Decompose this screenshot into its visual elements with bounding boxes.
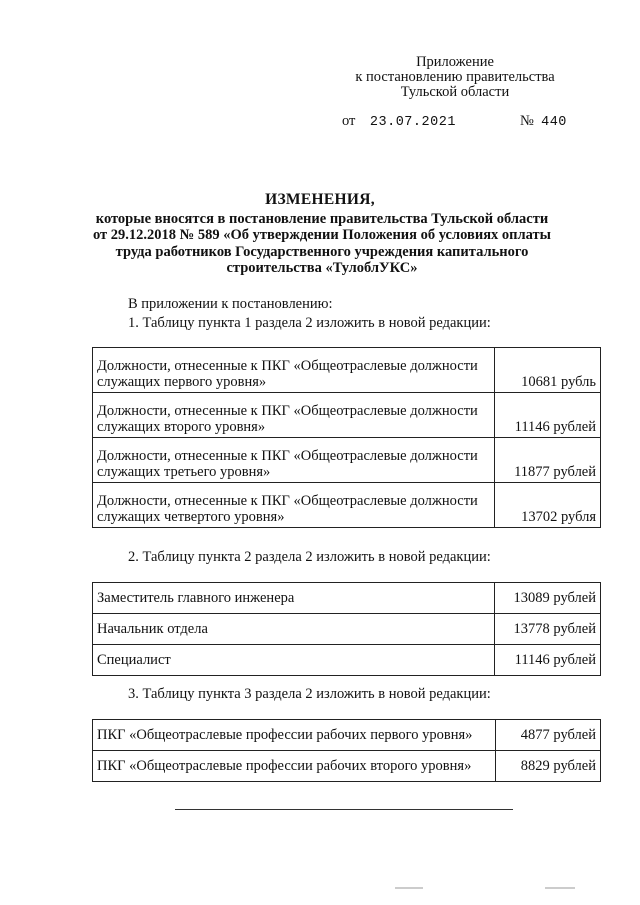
appendix-header [300,55,610,100]
position-line: служащих второго уровня» [97,419,266,435]
document-title: ИЗМЕНЕНИЯ, [265,191,375,208]
position-line: служащих четвертого уровня» [97,509,285,525]
salary-cell: 13089 рублей [495,583,601,614]
position-cell [93,438,495,483]
position-line: Должности, отнесенные к ПКГ «Общеотраслевые должности [97,493,478,509]
position-line: Должности, отнесенные к ПКГ «Общеотраслевые должности [97,358,478,374]
section2-heading: 2. Таблицу пункта 2 раздела 2 изложить в новой редакции: [128,549,491,565]
table-row [93,614,601,645]
registration-date [342,113,456,130]
salary-cell: 8829 рублей [496,751,601,782]
section1-heading: 1. Таблицу пункта 1 раздела 2 изложить в новой редакции: [128,315,491,331]
section3-heading: 3. Таблицу пункта 3 раздела 2 изложить в новой редакции: [128,686,491,702]
intro-text: В приложении к постановлению: [128,296,333,312]
number-label: № [520,113,534,129]
subtitle-line-2: от 29.12.2018 № 589 «Об утверждении Положения об условиях оплаты [93,227,551,244]
table-row [93,483,601,528]
subtitle-line-1: которые вносятся в постановление правительства Тульской области [95,211,549,227]
registration-number [520,113,567,130]
table-row [93,438,601,483]
salary-table-1 [92,347,601,528]
position-line: служащих третьего уровня» [97,464,271,480]
scan-artifact [395,887,423,889]
salary-cell: 4877 рублей [496,720,601,751]
position-cell: Начальник отдела [93,614,495,645]
position-cell: ПКГ «Общеотраслевые профессии рабочих второго уровня» [93,751,496,782]
position-line: Должности, отнесенные к ПКГ «Общеотраслевые должности [97,448,478,464]
salary-cell: 13702 рубля [495,483,601,528]
salary-cell: 13778 рублей [495,614,601,645]
appendix-line-2: к постановлению правительства [355,69,555,85]
salary-cell: 11146 рублей [495,645,601,676]
position-cell [93,348,495,393]
closing-rule [175,809,513,810]
salary-table-2 [92,582,601,676]
table-row [93,393,601,438]
number-value: 440 [541,115,567,130]
position-cell: Заместитель главного инженера [93,583,495,614]
table-row [93,348,601,393]
appendix-line-3: Тульской области [400,84,510,100]
intro-block [128,295,491,333]
position-line: Должности, отнесенные к ПКГ «Общеотраслевые должности [97,403,478,419]
table-row [93,645,601,676]
salary-cell: 10681 рубль [495,348,601,393]
position-cell: ПКГ «Общеотраслевые профессии рабочих первого уровня» [93,720,496,751]
position-cell: Специалист [93,645,495,676]
subtitle-line-4: строительства «ТулоблУКС» [226,259,418,276]
salary-cell: 11877 рублей [495,438,601,483]
subtitle-line-3: труда работников Государственного учреждения капитального [115,243,529,260]
scan-artifact [545,887,575,889]
salary-table-3 [92,719,601,782]
table-row [93,751,601,782]
position-cell [93,393,495,438]
position-line: служащих первого уровня» [97,374,267,390]
table-row [93,720,601,751]
from-label: от [342,113,356,129]
date-value: 23.07.2021 [369,115,456,130]
appendix-line-1: Приложение [416,54,494,70]
document-subtitle [40,211,604,276]
table-row [93,583,601,614]
position-cell [93,483,495,528]
salary-cell: 11146 рублей [495,393,601,438]
